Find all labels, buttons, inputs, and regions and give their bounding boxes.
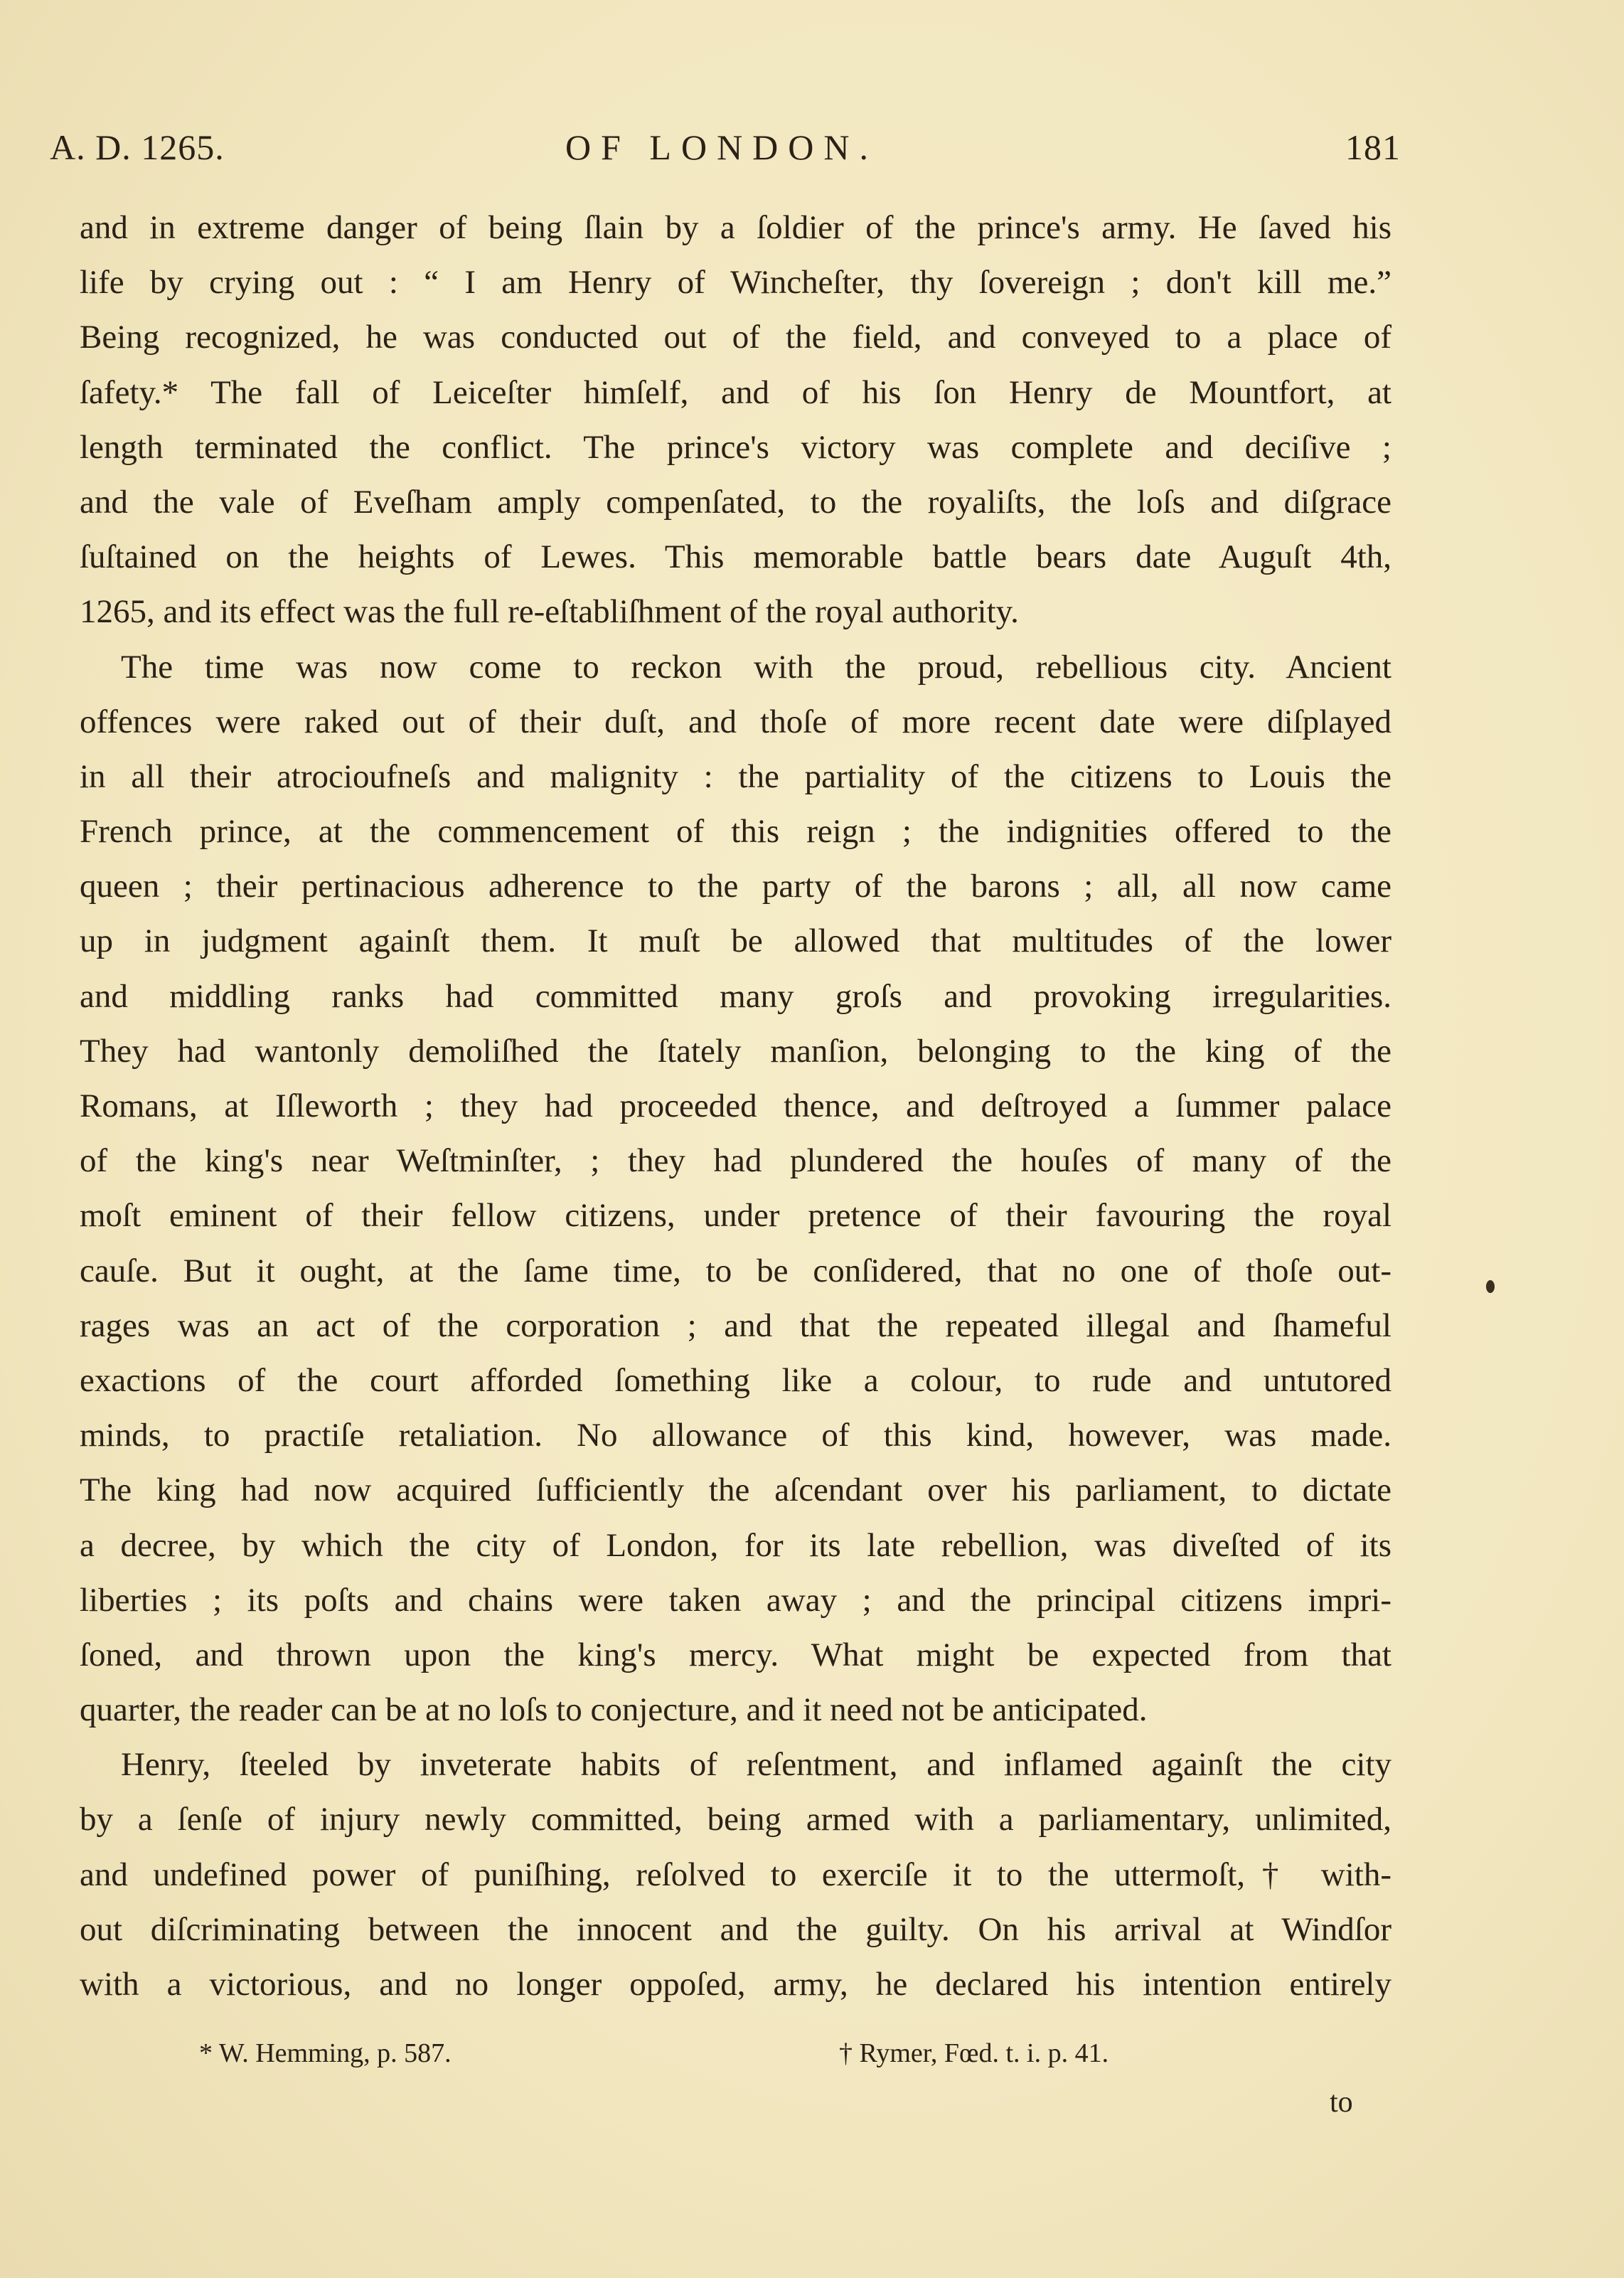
- text-line: The time was now come to reckon with the proud, rebellious city. Ancient: [121, 648, 1391, 686]
- header-title: OF LONDON.: [565, 127, 878, 167]
- text-line: and undefined power of puniſhing, reſolved to exerciſe it to the uttermoſt,† with-: [80, 1856, 1391, 1893]
- text-line: minds, to practiſe retaliation. No allowance of this kind, however, was made.: [80, 1417, 1391, 1454]
- text-line: liberties ; its poſts and chains were taken away ; and the principal citizens impri-: [80, 1581, 1391, 1619]
- text-line: 1265, and its effect was the full re-eſtabliſhment of the royal authority.: [80, 593, 1019, 631]
- text-line: Romans, at Iſleworth ; they had proceeded thence, and deſtroyed a ſummer palace: [80, 1087, 1391, 1124]
- text-line: They had wantonly demoliſhed the ſtately manſion, belonging to the king of the: [80, 1032, 1391, 1070]
- text-line: in all their atrocioufneſs and malignity : the partiality of the citizens to Louis the: [80, 757, 1391, 795]
- text-line: moſt eminent of their fellow citizens, under pretence of their favouring the royal: [80, 1197, 1391, 1235]
- text-line: queen ; their pertinacious adherence to the party of the barons ; all, all now came: [80, 868, 1391, 905]
- text-line: and middling ranks had committed many groſs and provoking irregularities.: [80, 977, 1391, 1015]
- body-text: [80, 201, 1391, 2012]
- footnote-1: * W. Hemming, p. 587.: [199, 2038, 452, 2068]
- text-line: rages was an act of the corporation ; and that the repeated illegal and ſhameful: [80, 1306, 1391, 1344]
- text-line: exactions of the court afforded ſomething like a colour, to rude and untutored: [80, 1361, 1391, 1399]
- header-date: A. D. 1265.: [50, 127, 225, 167]
- text-line: Being recognized, he was conducted out of the field, and conveyed to a place of: [80, 319, 1391, 356]
- page-number: 181: [1345, 127, 1401, 167]
- text-line: out diſcriminating between the innocent and the guilty. On his arrival at Windſor: [80, 1910, 1391, 1948]
- text-line: French prince, at the commencement of this reign ; the indignities offered to the: [80, 813, 1391, 851]
- text-line: by a ſenſe of injury newly committed, being armed with a parliamentary, unlimited,: [80, 1801, 1391, 1838]
- catchword: to: [1330, 2086, 1353, 2119]
- text-line: offences were raked out of their duſt, and thoſe of more recent date were diſplayed: [80, 703, 1391, 740]
- text-line: and the vale of Eveſham amply compenſated, to the royaliſts, the loſs and diſgrace: [80, 483, 1391, 521]
- text-line: Henry, ſteeled by inveterate habits of reſentment, and inflamed againſt the city: [121, 1746, 1391, 1784]
- text-line: length terminated the conflict. The prince's victory was complete and deciſive ;: [80, 428, 1391, 466]
- text-line: cauſe. But it ought, at the ſame time, to be conſidered, that no one of thoſe out-: [80, 1252, 1391, 1289]
- footnotes: [199, 2038, 1266, 2080]
- ink-spot: [1486, 1280, 1495, 1293]
- text-line: The king had now acquired ſufficiently the aſcendant over his parliament, to dictate: [80, 1471, 1391, 1509]
- text-line: of the king's near Weſtminſter, ; they had plundered the houſes of many of the: [80, 1142, 1391, 1180]
- text-line: ſuſtained on the heights of Lewes. This memorable battle bears date Auguſt 4th,: [80, 538, 1391, 576]
- text-line: up in judgment againſt them. It muſt be allowed that multitudes of the lower: [80, 922, 1391, 960]
- text-line: with a victorious, and no longer oppoſed, army, he declared his intention entirely: [80, 1966, 1391, 2003]
- text-line: and in extreme danger of being ſlain by a ſoldier of the prince's army. He ſaved his: [80, 209, 1391, 246]
- text-line: life by crying out : “ I am Henry of Wincheſter, thy ſovereign ; don't kill me.”: [80, 264, 1391, 302]
- text-line: ſoned, and thrown upon the king's mercy. What might be expected from that: [80, 1636, 1391, 1673]
- text-line: quarter, the reader can be at no loſs to conjecture, and it need not be anticipated.: [80, 1691, 1148, 1729]
- text-line: a decree, by which the city of London, for its late rebellion, was diveſted of its: [80, 1526, 1391, 1564]
- running-header: [50, 127, 1401, 176]
- footnote-2: † Rymer, Fœd. t. i. p. 41.: [839, 2038, 1109, 2068]
- text-line: ſafety.* The fall of Leiceſter himſelf, and of his ſon Henry de Mountfort, at: [80, 373, 1391, 411]
